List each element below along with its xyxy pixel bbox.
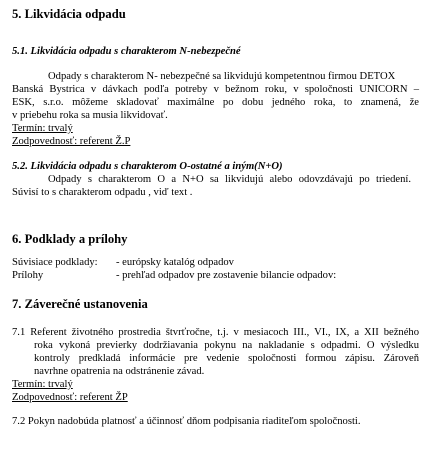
section-6-row-2-value: - prehľad odpadov pre zostavenie bilancie odpadov: bbox=[116, 270, 337, 281]
section-6-row-1-label: Súvisiace podklady: bbox=[12, 257, 98, 268]
section-5-1-responsible: Zodpovednosť: referent Ž.P bbox=[12, 136, 131, 147]
section-5-2-line-1: Odpady s charakterom O a N+O sa likvidujú alebo odovzdávajú po triedení. bbox=[48, 174, 411, 185]
section-5-2-heading: 5.2. Likvidácia odpadu s charakterom O-ostatné a iným(N+O) bbox=[12, 161, 283, 172]
section-7-1-term: Termín: trvalý bbox=[12, 379, 73, 390]
section-5-1-term: Termín: trvalý bbox=[12, 123, 73, 134]
section-5-heading: 5. Likvidácia odpadu bbox=[12, 7, 126, 21]
section-7-1-line-3: kontroly predkladá informácie pre vedenie spoločnosti formou zápisu. Zároveň bbox=[34, 353, 419, 364]
section-5-1-line-2: Banská Bystrica v dávkach podľa potreby v bežnom roku, v spoločnosti UNICORN – bbox=[12, 84, 419, 95]
section-7-1-line-2: roka vykoná previerky dodržiavania pokynu na nakladanie s odpadmi. O výsledku bbox=[34, 340, 419, 351]
section-5-1-heading: 5.1. Likvidácia odpadu s charakterom N-nebezpečné bbox=[12, 46, 241, 57]
section-6-row-2-label: Prílohy bbox=[12, 270, 44, 281]
section-6-row-1-value: - európsky katalóg odpadov bbox=[116, 257, 234, 268]
section-7-1-line-1: 7.1 Referent životného prostredia štvrťročne, t.j. v mesiacoch III., VI., IX, a XII bežného bbox=[12, 327, 419, 338]
section-5-1-line-3: ESK, s.r.o. môžeme skladovať maximálne po dobu jedného roka, to znamená, že bbox=[12, 97, 419, 108]
section-7-2-text: 7.2 Pokyn nadobúda platnosť a účinnosť dňom podpisania riaditeľom spoločnosti. bbox=[12, 416, 361, 427]
section-5-1-line-4: v priebehu roka sa musia likvidovať. bbox=[12, 110, 168, 121]
section-7-1-line-4: navrhne opatrenia na odstránenie závad. bbox=[34, 366, 205, 377]
section-7-heading: 7. Záverečné ustanovenia bbox=[12, 297, 148, 311]
section-6-heading: 6. Podklady a prílohy bbox=[12, 232, 128, 246]
section-5-2-line-2: Súvisí to s charakterom odpadu , viď text . bbox=[12, 187, 193, 198]
section-5-1-line-1: Odpady s charakterom N- nebezpečné sa likvidujú kompetentnou firmou DETOX bbox=[48, 71, 396, 82]
section-7-1-responsible: Zodpovednosť: referent ŽP bbox=[12, 392, 128, 403]
